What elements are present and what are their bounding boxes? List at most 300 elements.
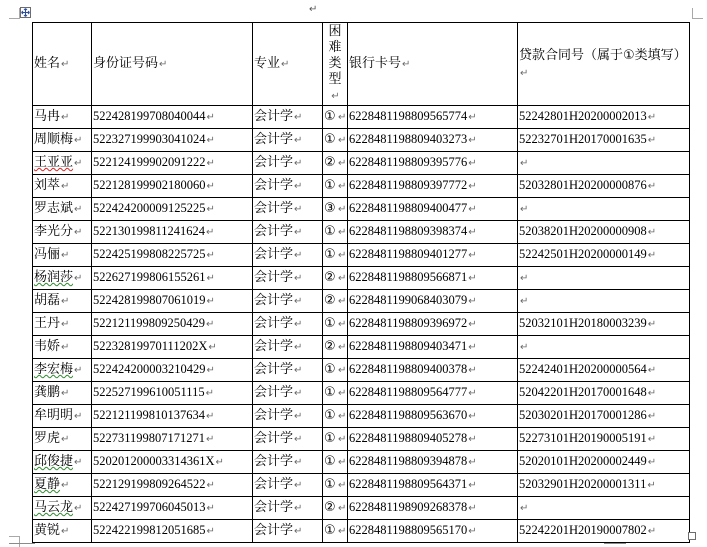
cell-bank-card[interactable] xyxy=(348,267,518,290)
cell-end-mark: ↵ xyxy=(647,365,657,376)
cell-bank-card-text: 6228481198809394878 xyxy=(349,454,468,468)
cell-major-text: 会计学 xyxy=(254,454,294,469)
cell-loan-contract-text: 52032101H20180003239 xyxy=(519,316,647,330)
cell-loan-contract[interactable] xyxy=(518,474,690,497)
cell-bank-card[interactable] xyxy=(348,428,518,451)
cell-end-mark: ↵ xyxy=(468,181,477,192)
cell-name[interactable] xyxy=(33,520,92,543)
cell-major[interactable] xyxy=(253,382,323,405)
cell-loan-contract[interactable] xyxy=(518,198,690,221)
cell-bank-card[interactable] xyxy=(348,221,518,244)
cell-major-text: 会计学 xyxy=(254,385,294,400)
cell-end-mark: ↵ xyxy=(468,296,477,307)
cell-name[interactable] xyxy=(33,428,92,451)
cell-hardship-type[interactable] xyxy=(323,405,348,428)
cell-end-mark: ↵ xyxy=(294,273,303,284)
cell-name-text: 马冉 xyxy=(34,109,61,124)
cell-id-number[interactable] xyxy=(92,336,253,359)
header-name: 姓名↵ xyxy=(33,23,92,106)
cell-name-text: 韦娇 xyxy=(34,339,61,354)
cell-end-mark: ↵ xyxy=(647,411,657,422)
cell-end-mark: ↵ xyxy=(468,112,477,123)
cell-end-mark: ↵ xyxy=(208,342,217,353)
cell-end-mark: ↵ xyxy=(206,112,215,123)
cell-end-mark: ↵ xyxy=(520,342,529,353)
cell-major[interactable] xyxy=(253,175,323,198)
cell-major-text: 会计学 xyxy=(254,408,294,423)
cell-end-mark: ↵ xyxy=(206,227,215,238)
cell-id-number[interactable] xyxy=(92,313,253,336)
cell-hardship-type[interactable] xyxy=(323,106,348,129)
cell-end-mark: ↵ xyxy=(294,503,303,514)
cell-name-text: 马云龙 xyxy=(34,500,74,515)
cell-end-mark: ↵ xyxy=(206,273,215,284)
table-row xyxy=(33,428,690,451)
cell-bank-card-text: 6228481198809397772 xyxy=(349,178,468,192)
cell-bank-card-text: 6228481198809563670 xyxy=(349,408,468,422)
cell-end-mark: ↵ xyxy=(294,411,303,422)
cell-id-number-text: 522527199610051115 xyxy=(93,385,205,399)
header-id-number: 身份证号码↵ xyxy=(92,23,253,106)
cell-hardship-type[interactable] xyxy=(323,152,348,175)
cell-bank-card[interactable] xyxy=(348,497,518,520)
cell-bank-card[interactable] xyxy=(348,244,518,267)
cell-id-number-text: 522124199902091222 xyxy=(93,155,206,169)
cell-end-mark: ↵ xyxy=(61,296,70,307)
cell-end-mark: ↵ xyxy=(468,480,477,491)
cell-loan-contract[interactable] xyxy=(518,290,690,313)
cell-end-mark: ↵ xyxy=(338,181,347,192)
cell-hardship-type[interactable] xyxy=(323,497,348,520)
cell-hardship-type-text: ② xyxy=(324,270,336,285)
cell-id-number[interactable] xyxy=(92,497,253,520)
cell-end-mark: ↵ xyxy=(468,158,477,169)
cell-id-number-text: 522121199809250429 xyxy=(93,316,206,330)
cell-id-number-text: 522428199708040044 xyxy=(93,109,206,123)
cell-loan-contract-text: 52032901H20200001311 xyxy=(519,477,647,491)
table-resize-handle[interactable] xyxy=(688,532,696,540)
cell-bank-card[interactable] xyxy=(348,290,518,313)
table-row xyxy=(33,451,690,474)
cell-end-mark: ↵ xyxy=(468,135,477,146)
cell-name[interactable] xyxy=(33,359,92,382)
cell-id-number-text: 52232819970111202X xyxy=(93,339,208,353)
page-margin-line xyxy=(9,543,35,544)
cell-bank-card[interactable] xyxy=(348,359,518,382)
cell-end-mark: ↵ xyxy=(294,181,303,192)
cell-end-mark: ↵ xyxy=(294,526,303,537)
cell-end-mark: ↵ xyxy=(61,112,70,123)
cell-loan-contract[interactable] xyxy=(518,382,690,405)
cell-hardship-type-text: ② xyxy=(324,339,336,354)
cell-end-mark: ↵ xyxy=(647,319,657,330)
cell-hardship-type[interactable] xyxy=(323,474,348,497)
cell-bank-card[interactable] xyxy=(348,198,518,221)
cell-bank-card[interactable] xyxy=(348,520,518,543)
cell-bank-card-text: 6228481198809564371 xyxy=(349,477,468,491)
cell-loan-contract[interactable] xyxy=(518,244,690,267)
cell-name-text: 罗虎 xyxy=(34,431,61,446)
cell-name[interactable] xyxy=(33,336,92,359)
table-row xyxy=(33,244,690,267)
cell-id-number-text: 522422199812051685 xyxy=(93,523,206,537)
table-row xyxy=(33,221,690,244)
cell-major-text: 会计学 xyxy=(254,247,294,262)
cell-id-number[interactable] xyxy=(92,175,253,198)
cell-hardship-type-text: ① xyxy=(324,362,336,377)
cell-end-mark: ↵ xyxy=(61,319,70,330)
cell-bank-card[interactable] xyxy=(348,152,518,175)
cell-major[interactable] xyxy=(253,152,323,175)
cell-id-number[interactable] xyxy=(92,198,253,221)
cell-bank-card-text: 6228481198809403273 xyxy=(349,132,468,146)
cell-name[interactable] xyxy=(33,382,92,405)
cell-major[interactable] xyxy=(253,106,323,129)
cell-end-mark: ↵ xyxy=(647,227,657,238)
paragraph-mark: ↵ xyxy=(309,4,318,15)
cell-id-number-text: 522128199902180060 xyxy=(93,178,206,192)
cell-id-number[interactable] xyxy=(92,267,253,290)
cell-end-mark: ↵ xyxy=(61,526,70,537)
cell-end-mark: ↵ xyxy=(215,457,224,468)
cell-loan-contract[interactable] xyxy=(518,175,690,198)
cell-end-mark: ↵ xyxy=(206,158,215,169)
cell-end-mark: ↵ xyxy=(338,411,347,422)
cell-name[interactable] xyxy=(33,244,92,267)
cell-name[interactable] xyxy=(33,313,92,336)
cell-major[interactable] xyxy=(253,428,323,451)
cell-name-text: 黄锐 xyxy=(34,523,61,538)
cell-hardship-type[interactable] xyxy=(323,313,348,336)
header-major: 专业↵ xyxy=(253,23,323,106)
cell-name-text: 牟明明 xyxy=(34,408,74,423)
cell-end-mark: ↵ xyxy=(647,250,657,261)
cell-major-text: 会计学 xyxy=(254,224,294,239)
cell-loan-contract-text: 52242401H20200000564 xyxy=(519,362,647,376)
cell-loan-contract-text: 52038201H20200000908 xyxy=(519,224,647,238)
cell-name[interactable] xyxy=(33,267,92,290)
table-row xyxy=(33,267,690,290)
cell-major-text: 会计学 xyxy=(254,201,294,216)
table-row xyxy=(33,106,690,129)
cell-end-mark: ↵ xyxy=(338,204,347,215)
cell-hardship-type[interactable] xyxy=(323,129,348,152)
cell-end-mark: ↵ xyxy=(294,296,303,307)
cell-end-mark: ↵ xyxy=(74,457,83,468)
cell-major[interactable] xyxy=(253,520,323,543)
cell-id-number[interactable] xyxy=(92,382,253,405)
cell-end-mark: ↵ xyxy=(61,388,70,399)
cell-bank-card-text: 6228481198809400477 xyxy=(349,201,468,215)
cell-id-number[interactable] xyxy=(92,129,253,152)
cell-end-mark: ↵ xyxy=(647,135,657,146)
cell-bank-card-text: 6228481198809405278 xyxy=(349,431,468,445)
table-row xyxy=(33,405,690,428)
cell-hardship-type[interactable] xyxy=(323,175,348,198)
cell-loan-contract[interactable] xyxy=(518,336,690,359)
cell-name[interactable] xyxy=(33,221,92,244)
cell-loan-contract[interactable] xyxy=(518,267,690,290)
cell-id-number[interactable] xyxy=(92,244,253,267)
cell-bank-card-text: 6228481198809401277 xyxy=(349,247,468,261)
cell-name[interactable] xyxy=(33,474,92,497)
table-row xyxy=(33,152,690,175)
cell-end-mark: ↵ xyxy=(338,434,347,445)
page-corner-mark xyxy=(9,536,20,547)
cell-id-number[interactable] xyxy=(92,451,253,474)
cell-id-number[interactable] xyxy=(92,405,253,428)
cell-end-mark: ↵ xyxy=(338,135,347,146)
cell-loan-contract-text: 52032801H20200000876 xyxy=(519,178,647,192)
cell-hardship-type[interactable] xyxy=(323,382,348,405)
cell-end-mark: ↵ xyxy=(61,181,70,192)
cell-id-number[interactable] xyxy=(92,520,253,543)
cell-end-mark: ↵ xyxy=(74,411,83,422)
table-row xyxy=(33,474,690,497)
cell-end-mark: ↵ xyxy=(520,503,529,514)
cell-end-mark: ↵ xyxy=(468,411,477,422)
cell-hardship-type[interactable] xyxy=(323,290,348,313)
cell-id-number-text: 520201200003314361X xyxy=(93,454,215,468)
cell-major[interactable] xyxy=(253,336,323,359)
cell-end-mark: ↵ xyxy=(206,411,215,422)
cell-loan-contract[interactable] xyxy=(518,405,690,428)
cell-end-mark: ↵ xyxy=(206,250,215,261)
cell-id-number-text: 522424200003210429 xyxy=(93,362,206,376)
cell-loan-contract-text: 52030201H20170001286 xyxy=(519,408,647,422)
cell-bank-card[interactable] xyxy=(348,382,518,405)
cell-bank-card[interactable] xyxy=(348,336,518,359)
cell-end-mark: ↵ xyxy=(74,365,83,376)
cell-end-mark: ↵ xyxy=(468,365,477,376)
cell-end-mark: ↵ xyxy=(468,342,477,353)
cell-name-text: 邱俊捷 xyxy=(34,454,74,469)
cell-end-mark: ↵ xyxy=(468,457,477,468)
cell-loan-contract[interactable] xyxy=(518,152,690,175)
cell-hardship-type[interactable] xyxy=(323,221,348,244)
cell-end-mark: ↵ xyxy=(520,204,529,215)
cell-id-number[interactable] xyxy=(92,106,253,129)
table-row xyxy=(33,336,690,359)
cell-hardship-type-text: ② xyxy=(324,500,336,515)
cell-bank-card-text: 6228481198809565774 xyxy=(349,109,468,123)
cell-end-mark: ↵ xyxy=(206,181,215,192)
cell-hardship-type[interactable] xyxy=(323,520,348,543)
cell-end-mark: ↵ xyxy=(294,342,303,353)
cell-major-text: 会计学 xyxy=(254,270,294,285)
cell-end-mark: ↵ xyxy=(294,112,303,123)
cell-end-mark: ↵ xyxy=(338,526,347,537)
cell-end-mark: ↵ xyxy=(294,250,303,261)
cell-major-text: 会计学 xyxy=(254,132,294,147)
cell-bank-card[interactable] xyxy=(348,474,518,497)
cell-end-mark: ↵ xyxy=(294,204,303,215)
cell-major-text: 会计学 xyxy=(254,293,294,308)
cell-id-number[interactable] xyxy=(92,221,253,244)
cell-end-mark: ↵ xyxy=(468,388,477,399)
cell-loan-contract[interactable] xyxy=(518,359,690,382)
cell-end-mark: ↵ xyxy=(74,158,83,169)
cell-bank-card[interactable] xyxy=(348,106,518,129)
cell-hardship-type[interactable] xyxy=(323,198,348,221)
cell-loan-contract[interactable] xyxy=(518,520,690,543)
cell-hardship-type-text: ① xyxy=(324,132,336,147)
cell-loan-contract-text: 52242501H20200000149 xyxy=(519,247,647,261)
cell-loan-contract[interactable] xyxy=(518,313,690,336)
table-row xyxy=(33,359,690,382)
cell-loan-contract[interactable] xyxy=(518,451,690,474)
cell-end-mark: ↵ xyxy=(338,273,347,284)
cell-loan-contract-text: 52242201H20190007802 xyxy=(519,523,647,537)
cell-name[interactable] xyxy=(33,497,92,520)
cell-name-text: 李光分 xyxy=(34,224,74,239)
cell-end-mark: ↵ xyxy=(338,342,347,353)
cell-end-mark: ↵ xyxy=(294,388,303,399)
cell-id-number[interactable] xyxy=(92,428,253,451)
cell-end-mark: ↵ xyxy=(468,250,477,261)
cell-end-mark: ↵ xyxy=(520,296,529,307)
table-row xyxy=(33,175,690,198)
cell-name[interactable] xyxy=(33,129,92,152)
cell-id-number-text: 522428199807061019 xyxy=(93,293,206,307)
cell-major-text: 会计学 xyxy=(254,178,294,193)
cell-end-mark: ↵ xyxy=(338,227,347,238)
cell-name-text: 周顺梅 xyxy=(34,132,74,147)
cell-end-mark: ↵ xyxy=(647,388,657,399)
header-hardship-type: 困 难 类 型↵ xyxy=(323,23,348,106)
cell-bank-card-text: 6228481198809395776 xyxy=(349,155,468,169)
cell-name[interactable] xyxy=(33,405,92,428)
cell-major-text: 会计学 xyxy=(254,109,294,124)
cell-end-mark: ↵ xyxy=(205,388,214,399)
cell-hardship-type[interactable] xyxy=(323,428,348,451)
cell-end-mark: ↵ xyxy=(338,158,347,169)
cell-bank-card-text: 6228481198809566871 xyxy=(349,270,468,284)
cell-bank-card-text: 6228481198909268378 xyxy=(349,500,468,514)
cell-id-number-text: 522424200009125225 xyxy=(93,201,206,215)
cell-bank-card[interactable] xyxy=(348,451,518,474)
cell-hardship-type[interactable] xyxy=(323,451,348,474)
cell-name[interactable] xyxy=(33,106,92,129)
cell-loan-contract[interactable] xyxy=(518,497,690,520)
cell-id-number[interactable] xyxy=(92,474,253,497)
cell-hardship-type[interactable] xyxy=(323,244,348,267)
cell-id-number-text: 522129199809264522 xyxy=(93,477,206,491)
cell-end-mark: ↵ xyxy=(338,112,347,123)
cell-bank-card-text: 6228481198809403471 xyxy=(349,339,468,353)
cell-end-mark: ↵ xyxy=(468,319,477,330)
cell-name[interactable] xyxy=(33,290,92,313)
cell-hardship-type-text: ③ xyxy=(324,201,336,216)
cell-major[interactable] xyxy=(253,359,323,382)
cell-hardship-type-text: ① xyxy=(324,477,336,492)
cell-end-mark: ↵ xyxy=(338,319,347,330)
page-corner-mark xyxy=(9,8,20,19)
cell-loan-contract[interactable] xyxy=(518,221,690,244)
cell-end-mark: ↵ xyxy=(294,480,303,491)
cell-bank-card-text: 6228481198809398374 xyxy=(349,224,468,238)
cell-id-number[interactable] xyxy=(92,290,253,313)
cell-major-text: 会计学 xyxy=(254,316,294,331)
cell-end-mark: ↵ xyxy=(74,135,83,146)
cell-hardship-type[interactable] xyxy=(323,267,348,290)
table-row xyxy=(33,313,690,336)
cell-id-number[interactable] xyxy=(92,359,253,382)
cell-end-mark: ↵ xyxy=(647,434,657,445)
cell-end-mark: ↵ xyxy=(74,503,83,514)
cell-major[interactable] xyxy=(253,129,323,152)
cell-bank-card[interactable] xyxy=(348,313,518,336)
table-move-handle[interactable] xyxy=(20,7,31,18)
cell-hardship-type-text: ① xyxy=(324,247,336,262)
cell-hardship-type-text: ① xyxy=(324,408,336,423)
cell-name[interactable] xyxy=(33,152,92,175)
cell-end-mark: ↵ xyxy=(294,319,303,330)
cell-loan-contract[interactable] xyxy=(518,428,690,451)
cell-loan-contract[interactable] xyxy=(518,106,690,129)
cell-major[interactable] xyxy=(253,244,323,267)
cell-major[interactable] xyxy=(253,267,323,290)
cell-major-text: 会计学 xyxy=(254,477,294,492)
cell-major[interactable] xyxy=(253,290,323,313)
cell-major[interactable] xyxy=(253,198,323,221)
cell-end-mark: ↵ xyxy=(61,480,70,491)
cell-bank-card[interactable] xyxy=(348,405,518,428)
cell-major[interactable] xyxy=(253,405,323,428)
cell-id-number-text: 522327199903041024 xyxy=(93,132,206,146)
cell-name-text: 罗志斌 xyxy=(34,201,74,216)
cell-hardship-type-text: ① xyxy=(324,385,336,400)
cell-name-text: 王亚亚 xyxy=(34,155,74,170)
cell-end-mark: ↵ xyxy=(206,296,215,307)
cell-end-mark: ↵ xyxy=(294,365,303,376)
cell-name[interactable] xyxy=(33,198,92,221)
cell-loan-contract-text: 52242801H20200002013 xyxy=(519,109,647,123)
cell-bank-card[interactable] xyxy=(348,129,518,152)
cell-end-mark: ↵ xyxy=(647,181,657,192)
cell-end-mark: ↵ xyxy=(74,273,83,284)
cell-bank-card-text: 6228481198809564777 xyxy=(349,385,468,399)
cell-bank-card[interactable] xyxy=(348,175,518,198)
cell-loan-contract[interactable] xyxy=(518,129,690,152)
cell-major[interactable] xyxy=(253,451,323,474)
cell-name[interactable] xyxy=(33,451,92,474)
cell-id-number-text: 522130199811241624 xyxy=(93,224,206,238)
cell-major-text: 会计学 xyxy=(254,523,294,538)
cell-hardship-type-text: ① xyxy=(324,316,336,331)
cell-name[interactable] xyxy=(33,175,92,198)
cell-hardship-type[interactable] xyxy=(323,336,348,359)
cell-hardship-type-text: ① xyxy=(324,224,336,239)
cell-end-mark: ↵ xyxy=(206,135,215,146)
table-row xyxy=(33,290,690,313)
cell-end-mark: ↵ xyxy=(338,296,347,307)
cell-major[interactable] xyxy=(253,497,323,520)
cell-end-mark: ↵ xyxy=(647,457,657,468)
header-bank-card: 银行卡号↵ xyxy=(348,23,518,106)
cell-major[interactable] xyxy=(253,474,323,497)
cell-end-mark: ↵ xyxy=(338,250,347,261)
cell-id-number[interactable] xyxy=(92,152,253,175)
cell-bank-card-text: 6228481198809396972 xyxy=(349,316,468,330)
cell-major[interactable] xyxy=(253,221,323,244)
cell-major[interactable] xyxy=(253,313,323,336)
cell-end-mark: ↵ xyxy=(206,319,215,330)
cell-hardship-type-text: ② xyxy=(324,155,336,170)
cell-hardship-type[interactable] xyxy=(323,359,348,382)
student-table xyxy=(32,22,690,543)
cell-end-mark: ↵ xyxy=(338,457,347,468)
